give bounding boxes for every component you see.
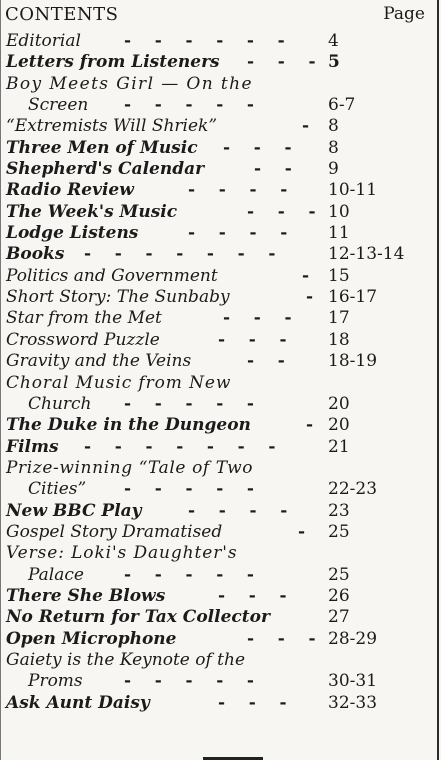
toc-entry-boy-meets-girl-cont[interactable]: [6, 95, 424, 116]
leader-dots: - -: [247, 351, 285, 372]
leader-dots: - - - - - - -: [84, 244, 276, 265]
entry-page: 10: [328, 201, 350, 222]
entry-page: 23: [328, 500, 350, 521]
leader-dots: - - - -: [188, 500, 288, 521]
leader-dots: - - -: [247, 201, 316, 222]
entry-title: Lodge Listens: [6, 223, 139, 244]
toc-entry-aunt-daisy[interactable]: [6, 693, 424, 714]
entry-title: “Extremists Will Shriek”: [6, 116, 218, 137]
entry-page: 12-13-14: [328, 244, 405, 265]
toc-entry-short-story[interactable]: [6, 287, 424, 308]
toc-entry-bbc-play[interactable]: [6, 501, 424, 522]
leader-dots: - - -: [223, 137, 292, 158]
entry-title: New BBC Play: [6, 500, 142, 521]
entry-title: Star from the Met: [6, 308, 162, 329]
entry-title: Screen: [28, 95, 89, 116]
toc-entry-shepherds[interactable]: [6, 159, 424, 180]
entry-page: 8: [328, 116, 339, 137]
right-column-rule: [437, 0, 439, 760]
entry-page: 26: [328, 585, 350, 606]
leader-dots: - - - - -: [124, 564, 254, 585]
entry-title: Verse: Loki's Daughter's: [6, 543, 238, 564]
leader-dots: - -: [254, 159, 292, 180]
toc-entry-star-met[interactable]: [6, 308, 424, 329]
entry-title: The Week's Music: [6, 201, 178, 222]
entry-page: 4: [328, 31, 339, 51]
entry-title: Letters from Listeners: [6, 52, 220, 73]
entry-title: Open Microphone: [6, 628, 177, 649]
entry-title: Gravity and the Veins: [6, 351, 192, 372]
entry-title: The Duke in the Dungeon: [6, 415, 251, 436]
toc-entry-gaiety[interactable]: [6, 650, 424, 671]
toc-entry-weeks-music[interactable]: [6, 202, 424, 223]
toc-entry-letters[interactable]: [6, 52, 424, 73]
entry-page: 22-23: [328, 479, 378, 500]
entry-page: 5: [328, 52, 340, 73]
entry-title: Short Story: The Sunbaby: [6, 287, 230, 308]
contents-header: [5, 4, 425, 28]
entry-title: Choral Music from New: [6, 372, 232, 393]
leader-dots: -: [298, 521, 306, 542]
entry-title: Shepherd's Calendar: [6, 159, 205, 180]
toc-entry-lodge-listens[interactable]: [6, 223, 424, 244]
toc-entry-open-microphone[interactable]: [6, 629, 424, 650]
leader-dots: - - -: [247, 52, 316, 73]
entry-title: There She Blows: [6, 585, 166, 606]
leader-dots: -: [306, 287, 314, 308]
entry-page: 15: [328, 265, 350, 286]
entry-title: No Return for Tax Collector: [6, 607, 270, 628]
toc-entry-gaiety-cont[interactable]: [6, 671, 424, 692]
entry-title: Proms: [28, 671, 83, 692]
leader-dots: - - -: [218, 329, 287, 350]
entry-page: 20: [328, 393, 350, 414]
leader-dots: - - - - -: [124, 95, 254, 116]
leader-dots: - - -: [247, 628, 316, 649]
toc-entry-choral-cont[interactable]: [6, 394, 424, 415]
toc-entry-editorial[interactable]: [6, 31, 424, 52]
toc-entry-boy-meets-girl[interactable]: [6, 74, 424, 95]
entry-title: Radio Review: [6, 180, 134, 201]
entry-title: Politics and Government: [6, 265, 218, 286]
leader-dots: - - - -: [188, 180, 288, 201]
leader-dots: - - - - - - -: [84, 436, 276, 457]
entry-page: 10-11: [328, 180, 378, 201]
entry-title: Three Men of Music: [6, 137, 198, 158]
toc-entry-radio-review[interactable]: [6, 180, 424, 201]
entry-title: Editorial: [6, 31, 81, 51]
leader-dots: - - - - -: [124, 479, 254, 500]
entry-page: 17: [328, 308, 350, 329]
toc-entry-there-she-blows[interactable]: [6, 586, 424, 607]
toc-entry-politics[interactable]: [6, 266, 424, 287]
page-column-heading: Page: [383, 4, 425, 24]
entry-page: 25: [328, 564, 350, 585]
entry-page: 16-17: [328, 287, 378, 308]
entry-title: Gospel Story Dramatised: [6, 521, 223, 542]
entry-title: Boy Meets Girl — On the: [6, 73, 253, 94]
entry-page: 25: [328, 521, 350, 542]
toc-entry-tax-collector[interactable]: [6, 607, 424, 628]
contents-heading: CONTENTS: [5, 4, 119, 25]
toc-entry-verse[interactable]: [6, 543, 424, 564]
toc-entry-prize-winning-cont[interactable]: [6, 479, 424, 500]
entry-title: Gaiety is the Keynote of the: [6, 649, 246, 670]
leader-dots: -: [302, 116, 310, 137]
toc-entry-gravity[interactable]: [6, 351, 424, 372]
leader-dots: -: [302, 265, 310, 286]
entry-page: 27: [328, 607, 350, 628]
leader-dots: -: [306, 415, 314, 436]
entry-title: Crossword Puzzle: [6, 329, 160, 350]
table-of-contents: [6, 31, 424, 714]
entry-page: 18: [328, 329, 350, 350]
toc-entry-crossword[interactable]: [6, 330, 424, 351]
leader-dots: - - - - -: [124, 671, 254, 692]
entry-title: Ask Aunt Daisy: [6, 692, 150, 713]
leader-dots: - - - - - -: [124, 31, 285, 51]
toc-entry-books[interactable]: [6, 244, 424, 265]
leader-dots: - - -: [218, 692, 287, 713]
entry-title: Books: [6, 244, 65, 265]
entry-title: Prize-winning “Tale of Two: [6, 457, 254, 478]
toc-entry-gospel[interactable]: [6, 522, 424, 543]
entry-page: 6-7: [328, 95, 356, 116]
entry-page: 30-31: [328, 671, 378, 692]
toc-entry-duke[interactable]: [6, 415, 424, 436]
entry-page: 11: [328, 223, 350, 244]
entry-page: 32-33: [328, 692, 378, 713]
entry-page: 8: [328, 137, 339, 158]
entry-page: 18-19: [328, 351, 378, 372]
entry-title: Cities”: [28, 479, 87, 500]
entry-title: Palace: [28, 564, 84, 585]
leader-dots: - - -: [218, 585, 287, 606]
toc-entry-three-men[interactable]: [6, 138, 424, 159]
entry-title: Church: [28, 393, 92, 414]
toc-entry-verse-cont[interactable]: [6, 565, 424, 586]
toc-entry-films[interactable]: [6, 437, 424, 458]
leader-dots: - - - - -: [124, 393, 254, 414]
toc-entry-choral[interactable]: [6, 373, 424, 394]
entry-title: Films: [6, 436, 59, 457]
entry-page: 9: [328, 159, 339, 180]
entry-page: 21: [328, 436, 350, 457]
left-border: [0, 0, 1, 760]
toc-entry-prize-winning[interactable]: [6, 458, 424, 479]
toc-entry-extremists[interactable]: [6, 116, 424, 137]
entry-page: 28-29: [328, 628, 378, 649]
leader-dots: - - - -: [188, 223, 288, 244]
leader-dots: - - -: [223, 308, 292, 329]
entry-page: 20: [328, 415, 350, 436]
